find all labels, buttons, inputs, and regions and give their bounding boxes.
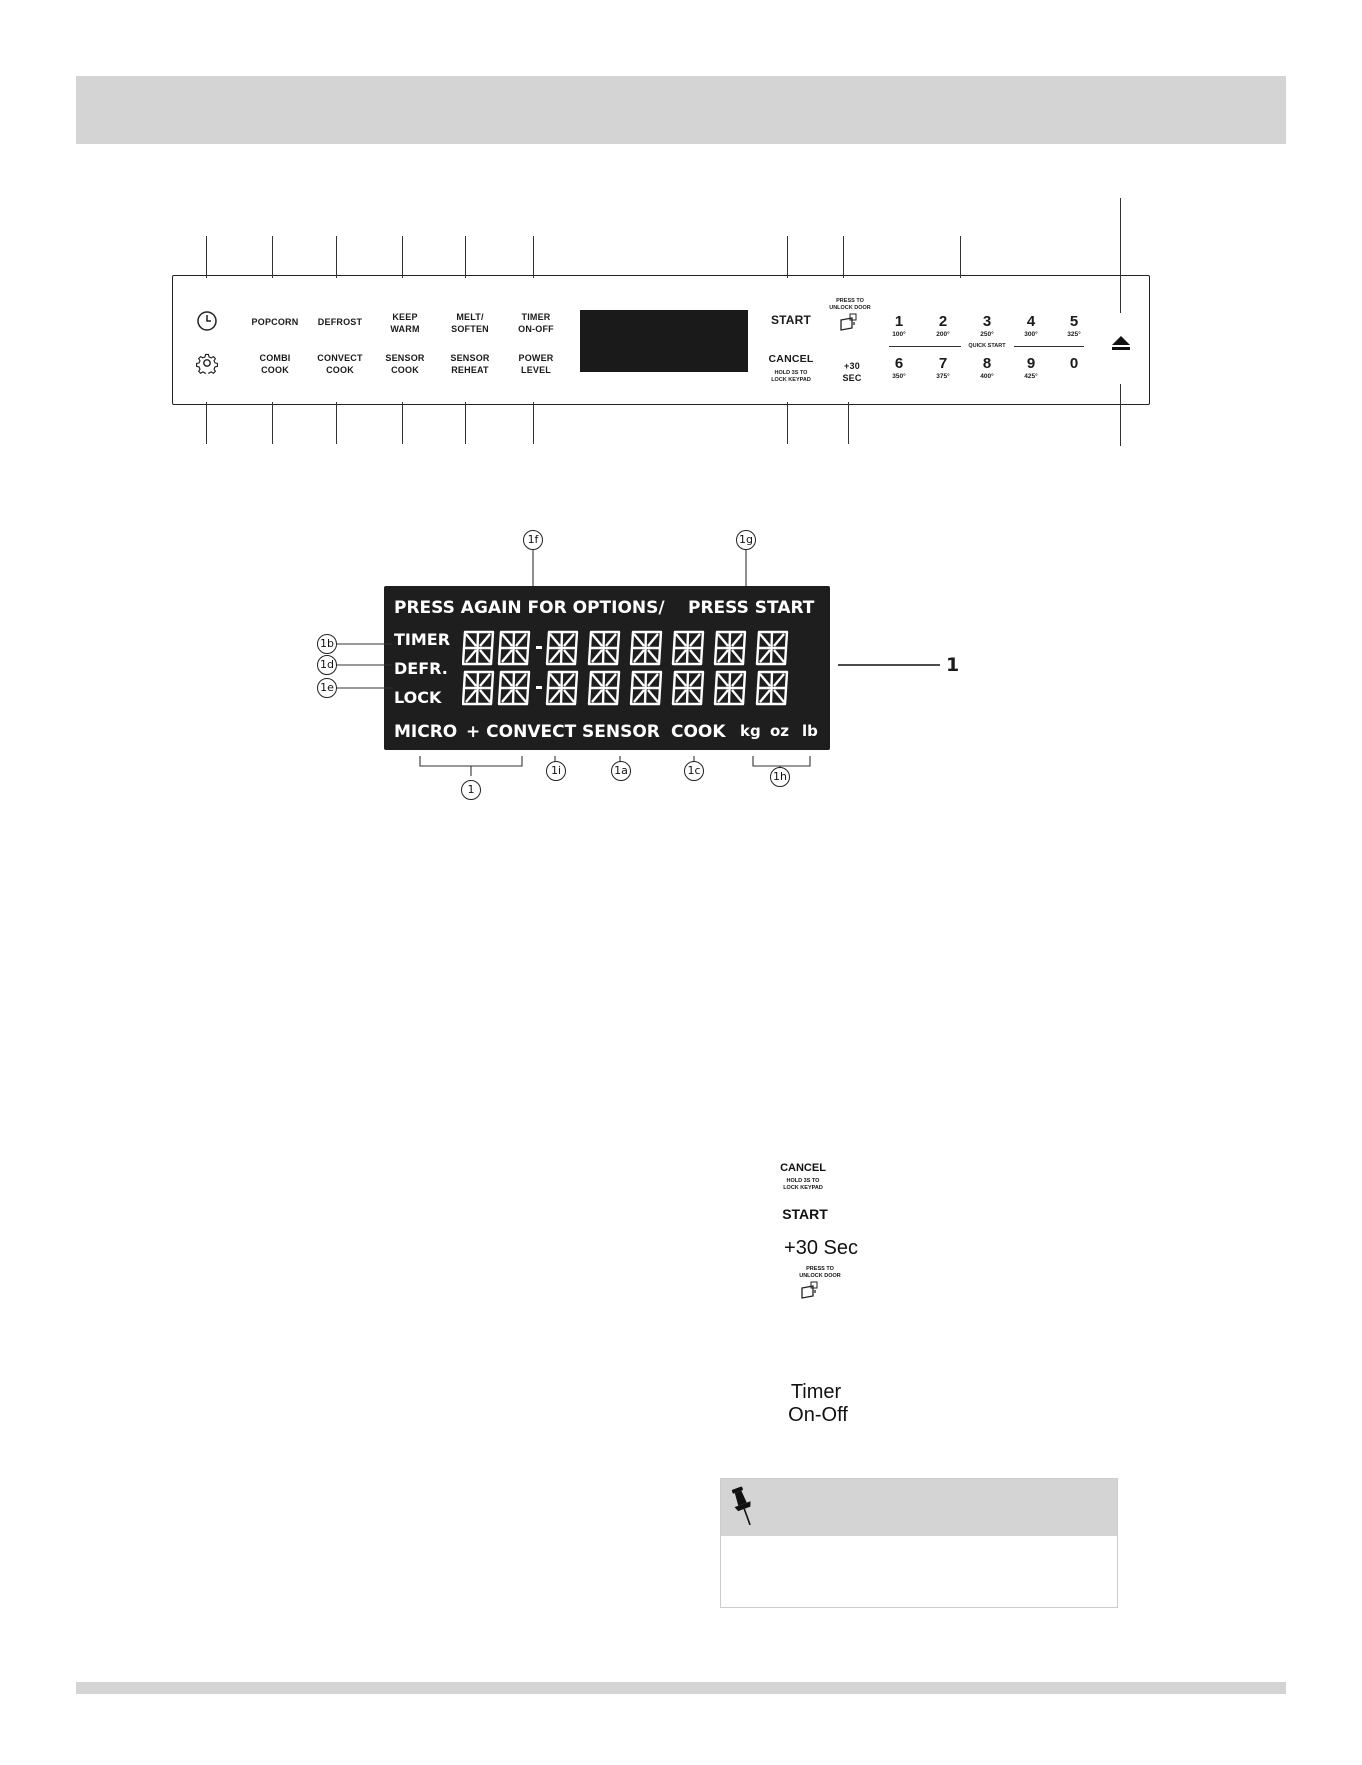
leader-line (465, 402, 466, 444)
door-unlock-icon (800, 1281, 820, 1299)
callout-1: 1 (461, 780, 481, 800)
num-9-button[interactable]: 9 (1026, 355, 1036, 372)
leader-line (336, 402, 337, 444)
temp-label: 325° (1067, 331, 1081, 338)
eject-icon[interactable] (1110, 334, 1132, 352)
melt-soften-button[interactable]: MELT/ SOFTEN (451, 312, 489, 334)
num-6-button[interactable]: 6 (894, 355, 904, 372)
leader-line (960, 236, 961, 278)
leader-line (533, 236, 534, 278)
num-5-button[interactable]: 5 (1069, 313, 1079, 330)
combi-cook-button[interactable]: COMBI COOK (259, 353, 291, 375)
leader-line (206, 402, 207, 444)
temp-label: 425° (1024, 373, 1038, 380)
plus-30-sec-button[interactable]: +30 SEC (842, 361, 862, 383)
callout-1b: 1b (317, 634, 337, 654)
leader-line (402, 236, 403, 278)
note-header (721, 1479, 1117, 1536)
leader-line (843, 236, 844, 278)
footer-band (76, 1682, 1286, 1694)
keep-warm-button[interactable]: KEEP WARM (390, 312, 420, 334)
num-0-button[interactable]: 0 (1069, 355, 1079, 372)
timer-on-off-button[interactable]: TIMER ON-OFF (518, 312, 554, 334)
sensor-reheat-button[interactable]: SENSOR REHEAT (450, 353, 490, 375)
leader-line (1120, 198, 1121, 313)
clock-icon[interactable] (196, 310, 218, 332)
num-7-button[interactable]: 7 (938, 355, 948, 372)
leader-line (272, 236, 273, 278)
lcd-lb-indicator: lb (802, 722, 818, 740)
lcd-lock-indicator: LOCK (394, 688, 442, 707)
power-level-button[interactable]: POWER LEVEL (518, 353, 554, 375)
cancel-sublabel: HOLD 3S TO LOCK KEYPAD (771, 370, 811, 383)
lcd-main-label: 1 (946, 654, 960, 676)
lcd-kg-indicator: kg (740, 722, 761, 740)
callout-1c: 1c (684, 761, 704, 781)
door-unlock-icon[interactable] (839, 313, 859, 331)
quick-start-rule (889, 346, 961, 347)
lcd-press-start-text: PRESS START (688, 598, 815, 618)
callout-1h: 1h (770, 767, 790, 787)
quick-start-label: QUICK START (968, 343, 1006, 349)
temp-label: 250° (980, 331, 994, 338)
leader-line (206, 236, 207, 278)
num-2-button[interactable]: 2 (938, 313, 948, 330)
leader-line (465, 236, 466, 278)
temp-label: 300° (1024, 331, 1038, 338)
lcd-timer-indicator: TIMER (394, 630, 451, 649)
lcd-press-again-text: PRESS AGAIN FOR OPTIONS/ (394, 598, 665, 618)
on-off-key-label: On-Off (788, 1404, 848, 1426)
temp-label: 100° (892, 331, 906, 338)
plus-30-sec-key-label: +30 Sec (784, 1237, 858, 1259)
callout-1f: 1f (523, 530, 543, 550)
lcd-callout-lines (300, 520, 980, 810)
leader-line (1120, 384, 1121, 446)
lcd-oz-indicator: oz (770, 722, 790, 740)
callout-1a: 1a (611, 761, 631, 781)
lcd-convect-indicator: + CONVECT (466, 722, 577, 742)
temp-label: 200° (936, 331, 950, 338)
start-button[interactable]: START (770, 313, 812, 327)
leader-line (402, 402, 403, 444)
lcd-defr-indicator: DEFR. (394, 659, 448, 678)
leader-line (787, 402, 788, 444)
sensor-cook-button[interactable]: SENSOR COOK (385, 353, 425, 375)
popcorn-button[interactable]: POPCORN (251, 317, 299, 327)
lcd-sensor-indicator: SENSOR (582, 722, 660, 742)
convect-cook-button[interactable]: CONVECT COOK (317, 353, 363, 375)
leader-line (533, 402, 534, 444)
pushpin-icon (728, 1484, 758, 1530)
cancel-key-label: CANCEL (780, 1162, 826, 1174)
cancel-key-sublabel: HOLD 3S TO LOCK KEYPAD (783, 1178, 823, 1191)
leader-line (272, 402, 273, 444)
leader-line (336, 236, 337, 278)
temp-label: 350° (892, 373, 906, 380)
leader-line (787, 236, 788, 278)
cancel-button[interactable]: CANCEL (768, 353, 814, 365)
gear-icon[interactable] (196, 352, 218, 374)
defrost-button[interactable]: DEFROST (317, 317, 363, 327)
start-key-label: START (782, 1206, 828, 1222)
callout-1e: 1e (317, 678, 337, 698)
num-3-button[interactable]: 3 (982, 313, 992, 330)
lcd-cook-indicator: COOK (671, 722, 726, 742)
callout-1i: 1i (546, 761, 566, 781)
header-band (76, 76, 1286, 144)
timer-key-label: Timer (790, 1381, 842, 1403)
callout-1d: 1d (317, 655, 337, 675)
lcd-micro-indicator: MICRO (394, 722, 458, 742)
unlock-door-key-label: PRESS TO UNLOCK DOOR (799, 1266, 841, 1279)
temp-label: 375° (936, 373, 950, 380)
callout-1g: 1g (736, 530, 756, 550)
leader-line (848, 402, 849, 444)
num-1-button[interactable]: 1 (894, 313, 904, 330)
display-window (580, 310, 748, 372)
temp-label: 400° (980, 373, 994, 380)
num-8-button[interactable]: 8 (982, 355, 992, 372)
unlock-door-label: PRESS TO UNLOCK DOOR (829, 298, 871, 311)
quick-start-rule (1014, 346, 1084, 347)
num-4-button[interactable]: 4 (1026, 313, 1036, 330)
